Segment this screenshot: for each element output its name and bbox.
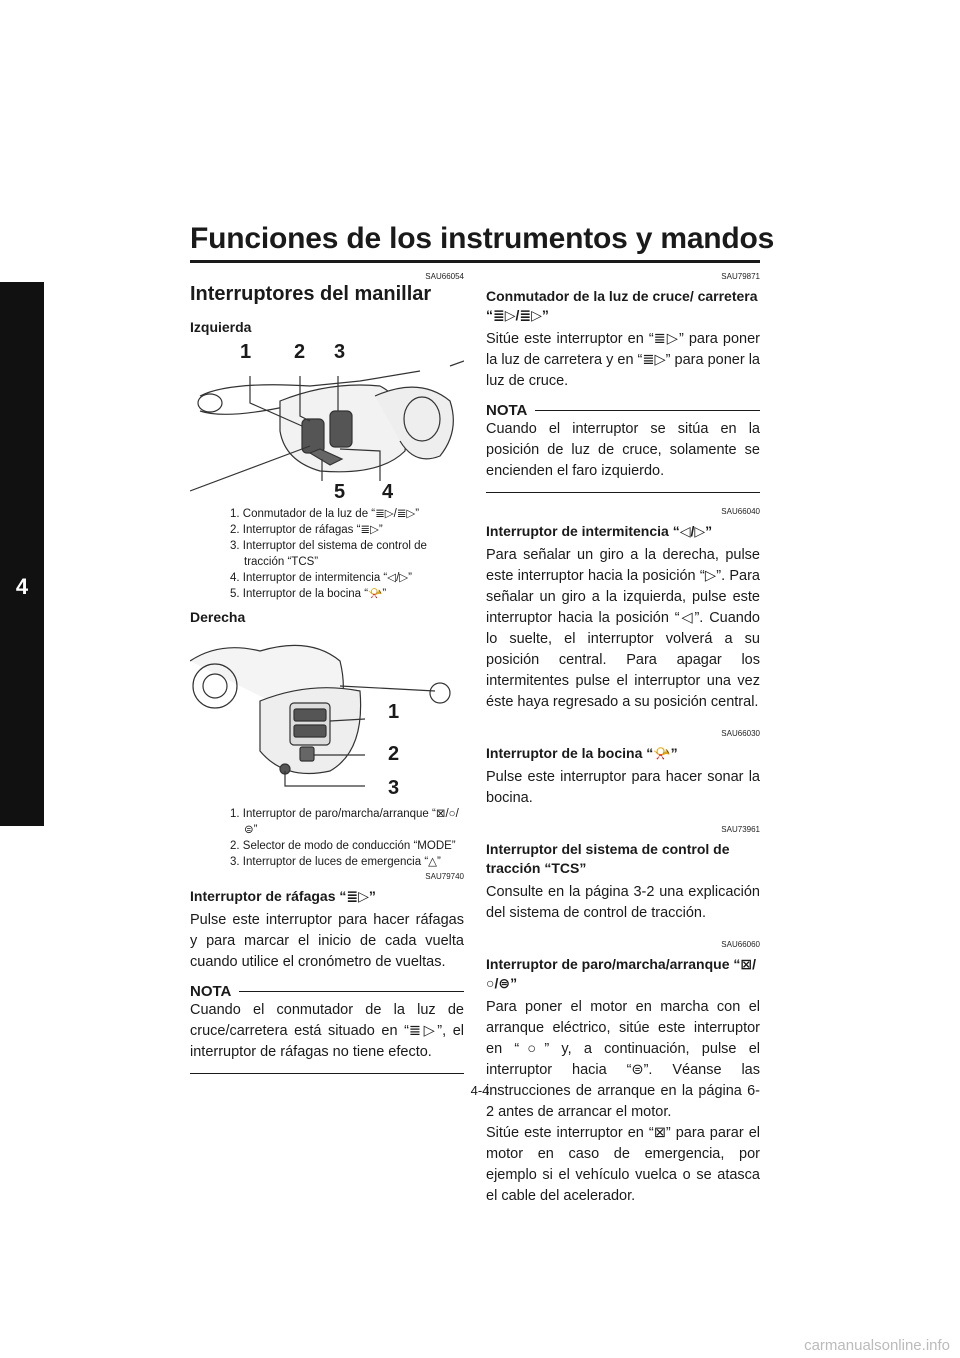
figure-caption-right [190, 806, 464, 870]
section-code: SAU73961 [721, 825, 760, 834]
figure-label-right: Derecha [190, 609, 246, 625]
body-text: Pulse este interruptor para hacer sonar la bocina. [486, 769, 760, 806]
body-text: Consulte en la página 3-2 una explicación del sistema de control de tracción. [486, 884, 760, 921]
caption-item: 3. Interruptor de luces de emergencia “△” [230, 856, 441, 868]
section-code: SAU66054 [425, 272, 464, 281]
figure-label-left: Izquierda [190, 319, 252, 335]
callout-3: 3 [388, 777, 400, 799]
chapter-tab [0, 282, 44, 826]
note-end-rule [190, 1073, 464, 1074]
right-handlebar-figure [190, 631, 464, 806]
note-box [486, 402, 760, 482]
page-header-title: Funciones de los instrumentos y mandos [190, 222, 775, 255]
left-handlebar-illustration [190, 341, 464, 501]
body-text: Sitúe este interruptor en “⊠” para parar el motor en caso de emergencia, por ejemplo si el vehículo vuelca o se atasca el cable del acelerador. [486, 1125, 760, 1204]
body-text: Pulse este interruptor para hacer ráfagas y para marcar el inicio de cada vuelta cuando utilice el cronómetro de vueltas. [190, 912, 464, 970]
page-number: 4-4 [470, 1083, 490, 1098]
callout-1: 1 [388, 701, 400, 723]
caption-item: 5. Interruptor de la bocina “📯” [230, 588, 387, 600]
chapter-number: 4 [15, 574, 29, 599]
subsection-title: Interruptor de ráfagas “≣▷” [190, 888, 376, 904]
note-label: NOTA [190, 983, 232, 1000]
section-code: SAU66030 [721, 729, 760, 738]
caption-item: 4. Interruptor de intermitencia “◁/▷” [230, 572, 412, 584]
caption-item: 2. Selector de modo de conducción “MODE” [230, 840, 456, 852]
watermark: carmanualsonline.info [804, 1337, 950, 1354]
body-text: Sitúe este interruptor en “≣▷” para poner la luz de carretera y en “≣▷” para poner la luz de cruce. [486, 331, 760, 389]
subsection-title: Conmutador de la luz de cruce/ carretera “≣▷/≣▷” [486, 288, 758, 323]
note-box [190, 983, 464, 1063]
note-text: Cuando el conmutador de la luz de cruce/carretera está situado en “≣▷”, el interruptor de ráfagas no tiene efecto. [190, 1002, 464, 1060]
callout-1: 1 [240, 341, 252, 363]
section-code: SAU66060 [721, 940, 760, 949]
body-text: Para poner el motor en marcha con el arranque eléctrico, sitúe este interruptor en “○” y, a continuación, pulse el interruptor hacia “⊜”. Véanse las instrucciones de arranque en la página 6-2 antes de arrancar el motor. [486, 999, 760, 1120]
right-column [486, 270, 760, 1207]
caption-item: 2. Interruptor de ráfagas “≣▷” [230, 524, 383, 536]
body-text: Para señalar un giro a la derecha, pulse este interruptor hacia la posición “▷”. Para señalar un giro a la izquierda, pulse este interruptor hacia la posición “◁”. Cuando lo suelte, el interruptor volverá a su posición central. Para apagar los intermitentes pulse el interruptor una vez éste haya regresado a su posición central. [486, 547, 760, 710]
callout-2: 2 [294, 341, 306, 363]
caption-item: 1. Conmutador de la luz de “≣▷/≣▷” [230, 508, 420, 520]
subsection-title: Interruptor de la bocina “📯” [486, 745, 678, 761]
note-text: Cuando el interruptor se sitúa en la posición de luz de cruce, solamente se encienden el faro izquierdo. [486, 421, 760, 479]
callout-5: 5 [334, 481, 346, 503]
caption-item: 1. Interruptor de paro/marcha/arranque “⊠/○/⊜” [230, 808, 459, 836]
subsection-title: Interruptor de paro/marcha/arranque “⊠/○/⊜” [486, 956, 757, 991]
section-code: SAU79740 [425, 872, 464, 881]
callout-2: 2 [388, 743, 400, 765]
section-title: Interruptores del manillar [190, 283, 432, 305]
figure-caption-left [190, 506, 464, 602]
note-label: NOTA [486, 402, 528, 419]
right-handlebar-illustration [190, 631, 464, 801]
note-end-rule [486, 492, 760, 493]
callout-3: 3 [334, 341, 346, 363]
header-rule [190, 260, 760, 263]
section-code: SAU79871 [721, 272, 760, 281]
callout-4: 4 [382, 481, 394, 503]
left-column [190, 270, 464, 1088]
caption-item: 3. Interruptor del sistema de control de tracción “TCS” [230, 540, 427, 568]
section-code: SAU66040 [721, 507, 760, 516]
subsection-title: Interruptor del sistema de control de tracción “TCS” [486, 841, 730, 876]
subsection-title: Interruptor de intermitencia “◁/▷” [486, 523, 713, 539]
left-handlebar-figure [190, 341, 464, 506]
